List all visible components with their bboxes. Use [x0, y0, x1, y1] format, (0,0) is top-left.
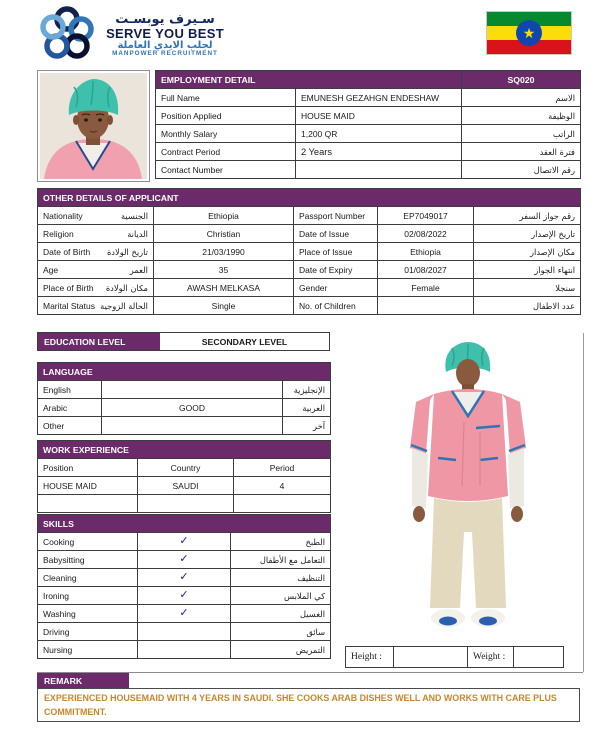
field-label: English	[38, 381, 102, 399]
table-row	[156, 161, 581, 179]
experience-country	[138, 495, 234, 513]
other-details-header-row	[38, 189, 581, 207]
portrait-illustration	[40, 73, 147, 179]
field-label-arabic: آخر	[283, 417, 331, 435]
field-value: 2 Years	[296, 143, 462, 161]
table-row	[346, 647, 564, 668]
skill-label: Cooking	[38, 533, 138, 551]
field-value: 35	[154, 261, 294, 279]
field-value	[102, 417, 283, 435]
field-label: Passport Number	[294, 207, 378, 225]
skill-label: Washing	[38, 605, 138, 623]
agency-logo	[40, 6, 230, 65]
flag-emblem-disc	[516, 20, 542, 46]
skill-label-arabic: سائق	[231, 623, 331, 641]
field-label-arabic: انتهاء الجواز	[474, 261, 581, 279]
field-value	[378, 297, 474, 315]
field-value: AWASH MELKASA	[154, 279, 294, 297]
logo-arabic-title: سـيرف يوبسـت	[115, 12, 215, 28]
skill-label-arabic: كي الملابس	[231, 587, 331, 605]
field-value: 01/08/2027	[378, 261, 474, 279]
field-label: Nationality الجنسية	[38, 207, 154, 225]
table-row	[38, 495, 331, 513]
field-label: Date of Issue	[294, 225, 378, 243]
employment-header-row	[156, 71, 581, 89]
field-value: 02/08/2022	[378, 225, 474, 243]
table-row	[38, 533, 331, 551]
skills-title: SKILLS	[38, 515, 331, 533]
field-label-arabic: الوظيفة	[462, 107, 581, 125]
field-label: Date of Birth تاريخ الولادة	[38, 243, 154, 261]
column-header-row	[38, 459, 331, 477]
table-row	[38, 261, 581, 279]
work-experience-title: WORK EXPERIENCE	[38, 441, 331, 459]
other-details-title: OTHER DETAILS OF APPLICANT	[38, 189, 581, 207]
table-row	[38, 551, 331, 569]
field-label-arabic: فترة العقد	[462, 143, 581, 161]
field-label: Age العمر	[38, 261, 154, 279]
table-row	[38, 417, 331, 435]
work-experience-header-row	[38, 441, 331, 459]
table-row	[38, 207, 581, 225]
field-value: Ethiopia	[378, 243, 474, 261]
experience-position: HOUSE MAID	[38, 477, 138, 495]
table-row	[38, 381, 331, 399]
skill-label-arabic: التنظيف	[231, 569, 331, 587]
remark-header: REMARK	[37, 673, 129, 688]
field-label-arabic: الراتب	[462, 125, 581, 143]
field-label: Date of Expiry	[294, 261, 378, 279]
field-value: 21/03/1990	[154, 243, 294, 261]
skill-label-arabic: التمريض	[231, 641, 331, 659]
skill-label-arabic: التعامل مع الأطفال	[231, 551, 331, 569]
field-label: Place of Birth مكان الولادة	[38, 279, 154, 297]
field-label: Place of Issue	[294, 243, 378, 261]
table-row	[38, 569, 331, 587]
skills-header-row	[38, 515, 331, 533]
applicant-full-body-photo	[368, 336, 568, 643]
work-experience-table	[37, 440, 331, 513]
skill-label: Cleaning	[38, 569, 138, 587]
field-label-arabic: الإنجليزية	[283, 381, 331, 399]
field-label-arabic: الاسم	[462, 89, 581, 107]
field-value	[102, 381, 283, 399]
table-row	[156, 107, 581, 125]
field-label-arabic: العربية	[283, 399, 331, 417]
table-row	[38, 225, 581, 243]
checkmark-icon	[138, 623, 231, 641]
skill-label: Babysitting	[38, 551, 138, 569]
table-row	[38, 623, 331, 641]
language-table	[37, 362, 331, 435]
checkmark-icon: ✓	[138, 533, 231, 551]
field-label: Gender	[294, 279, 378, 297]
field-label: Contract Period	[156, 143, 296, 161]
full-body-illustration	[368, 336, 568, 638]
checkmark-icon: ✓	[138, 569, 231, 587]
language-title: LANGUAGE	[38, 363, 331, 381]
table-row	[38, 605, 331, 623]
field-value: EP7049017	[378, 207, 474, 225]
remark-text: EXPERIENCED HOUSEMAID WITH 4 YEARS IN SAUDI. SHE COOKS ARAB DISHES WELL AND WORKS WITH CARE PLUS COMMITMENT.	[37, 688, 580, 722]
field-label: No. of Children	[294, 297, 378, 315]
field-value: Single	[154, 297, 294, 315]
column-header: Country	[138, 459, 234, 477]
field-label-arabic: مكان الإصدار	[474, 243, 581, 261]
logo-title: SERVE YOU BEST	[106, 25, 224, 41]
employment-title: EMPLOYMENT DETAIL	[156, 71, 462, 89]
knot-logo-icon	[40, 6, 94, 65]
weight-value	[514, 647, 564, 668]
checkmark-icon: ✓	[138, 605, 231, 623]
table-row	[38, 477, 331, 495]
column-header: Position	[38, 459, 138, 477]
field-value: Ethiopia	[154, 207, 294, 225]
table-row	[156, 89, 581, 107]
skill-label: Driving	[38, 623, 138, 641]
right-border-line	[583, 333, 584, 672]
skills-table	[37, 514, 331, 659]
field-value: Christian	[154, 225, 294, 243]
table-row	[156, 143, 581, 161]
field-label: Monthly Salary	[156, 125, 296, 143]
measurements-table	[345, 646, 564, 668]
field-label: Religion الديانة	[38, 225, 154, 243]
field-label: Full Name	[156, 89, 296, 107]
field-label: Arabic	[38, 399, 102, 417]
checkmark-icon: ✓	[138, 551, 231, 569]
column-header: Period	[234, 459, 331, 477]
field-value: HOUSE MAID	[296, 107, 462, 125]
experience-period	[234, 495, 331, 513]
education-level-header: EDUCATION LEVEL	[37, 332, 161, 351]
table-row	[156, 125, 581, 143]
applicant-code: SQ020	[462, 71, 581, 89]
field-value: EMUNESH GEZAHGN ENDESHAW	[296, 89, 462, 107]
language-header-row	[38, 363, 331, 381]
table-row	[38, 587, 331, 605]
field-label-arabic: رقم جواز السفر	[474, 207, 581, 225]
field-value	[296, 161, 462, 179]
field-value: Female	[378, 279, 474, 297]
checkmark-icon	[138, 641, 231, 659]
experience-period: 4	[234, 477, 331, 495]
field-value: GOOD	[102, 399, 283, 417]
field-label: Position Applied	[156, 107, 296, 125]
table-row	[38, 279, 581, 297]
skill-label-arabic: الغسيل	[231, 605, 331, 623]
logo-subtitle: MANPOWER RECRUITMENT	[112, 50, 218, 58]
field-label-arabic: رقم الاتصال	[462, 161, 581, 179]
education-level-value: SECONDARY LEVEL	[160, 332, 330, 351]
other-details-table	[37, 188, 581, 315]
skill-label-arabic: الطبخ	[231, 533, 331, 551]
table-row	[38, 399, 331, 417]
height-value	[394, 647, 468, 668]
logo-arabic-subtitle: لجلب الايدي العاملة	[117, 39, 213, 51]
table-row	[38, 243, 581, 261]
skill-label: Nursing	[38, 641, 138, 659]
field-label-arabic: تاريخ الإصدار	[474, 225, 581, 243]
weight-label: Weight :	[468, 647, 514, 668]
table-row	[38, 297, 581, 315]
field-label: Contact Number	[156, 161, 296, 179]
experience-country: SAUDI	[138, 477, 234, 495]
field-label-arabic: سنجلا	[474, 279, 581, 297]
field-label: Marital Status الحالة الزوجية	[38, 297, 154, 315]
employment-detail-table	[155, 70, 581, 179]
field-label-arabic: عدد الاطفال	[474, 297, 581, 315]
field-label: Other	[38, 417, 102, 435]
field-value: 1,200 QR	[296, 125, 462, 143]
height-label: Height :	[346, 647, 394, 668]
skill-label: Ironing	[38, 587, 138, 605]
flag-star-icon: ★	[522, 25, 536, 41]
table-row	[38, 641, 331, 659]
applicant-portrait-photo	[37, 70, 150, 182]
checkmark-icon: ✓	[138, 587, 231, 605]
ethiopia-flag	[486, 11, 572, 55]
experience-position	[38, 495, 138, 513]
